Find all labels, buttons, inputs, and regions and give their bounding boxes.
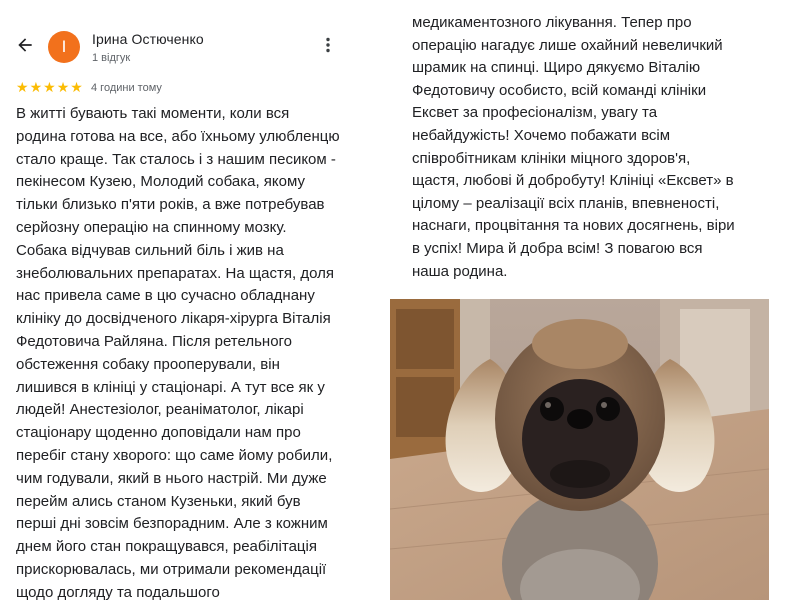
star-icon: ★ — [56, 79, 70, 95]
more-vertical-icon — [325, 37, 331, 58]
star-icon: ★ — [70, 79, 83, 95]
avatar-letter: І — [61, 37, 67, 56]
review-time: 4 години тому — [91, 82, 162, 94]
star-rating — [16, 80, 83, 94]
back-button[interactable] — [12, 36, 38, 58]
avatar[interactable] — [48, 31, 80, 63]
more-options-button[interactable] — [318, 36, 338, 58]
arrow-left-icon — [15, 35, 35, 60]
review-left-column — [0, 0, 380, 600]
star-icon: ★ — [29, 79, 43, 95]
star-icon: ★ — [16, 79, 29, 95]
author-name[interactable]: Ірина Остюченко — [92, 31, 204, 47]
review-count: 1 відгук — [92, 52, 131, 64]
review-text-continued: медикаментозного лікування. Тепер про операцію нагадує лише охайний невеличкий шрамик на спинці. Щиро дякуємо Віталію Федотовичу особисто, всій команді клініки Ексвет за професіоналізм, увагу та небайдужість! Хочемо побажати всім співробітникам клініки міцного здоров'я, щастя, любові й добробуту! Клініці «Ексвет» в цілому – реалізації всіх планів, впевненості, наснаги, процвітання та нових досягнень, віри в успіх! Мира й добра всім! З повагою вся наша родина. — [412, 14, 735, 280]
dog-photo — [390, 299, 769, 600]
star-icon: ★ — [43, 79, 56, 95]
review-text: В житті бувають такі моменти, коли вся родина готова на все, або їхньому улюбленцю стало краще. Так сталось і з нашим песиком - пекінесом Кузею, Молодий собака, якому тільки близько п'яти років, а вже потребував серйозну операцію на спинному мозку. Собака відчував сильний біль і жив на знеболювальних препаратах. На щастя, доля нас привела саме в цю сучасно обладнану клініку до досвідченого лікаря-хірурга Віталія Федотовича Райляна. Після ретельного обстеження собаку прооперували, він лишився в клініці у стаціонарі. А тут все як у людей! Анестезіолог, реаніматолог, лікарі стаціонару щоденно доповідали нам про перебіг стану хворого: що саме йому робили, чим годували, який в нього настрій. Ми дуже перейм ались станом Кузеньки, який був перші дні зовсім безпорадним. Але з кожним днем його стан покращувався, реабілітація прискорювалась, ми отримали рекомендації щодо догляду та подальшого — [16, 105, 340, 601]
review-right-column — [395, 0, 800, 600]
